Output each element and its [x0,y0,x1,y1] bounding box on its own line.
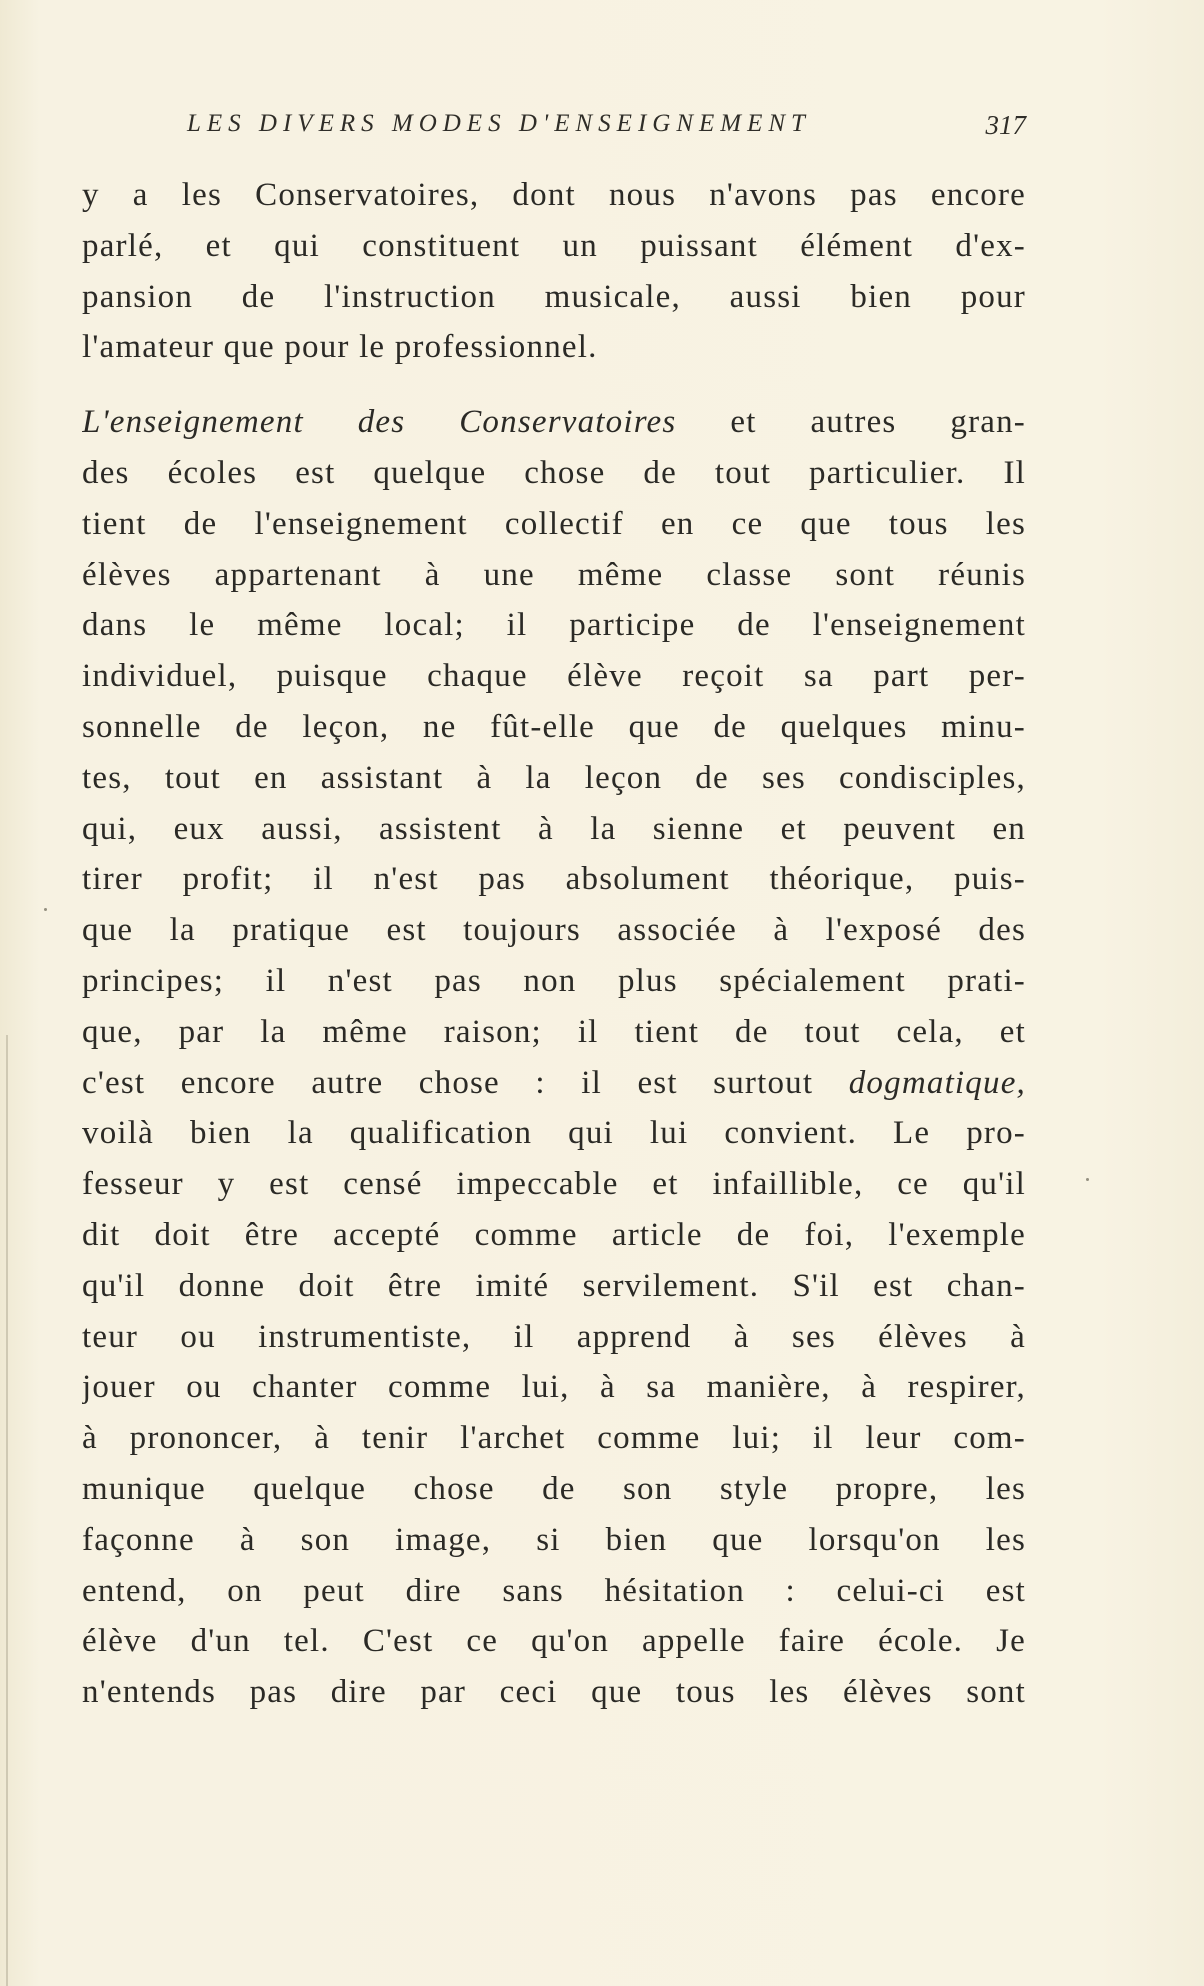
text-line: teur ou instrumentiste, il apprend à ses élèves à [82,1318,1026,1355]
body-text [82,170,1026,1718]
running-head [82,110,1026,150]
text-line: dans le même local; il participe de l'enseignement [82,607,1026,644]
text-line: que, par la même raison; il tient de tout cela, et [82,1013,1026,1050]
text-line: qui, eux aussi, assistent à la sienne et peuvent en [82,810,1026,847]
text-line: pansion de l'instruction musicale, aussi bien pour [82,278,1026,315]
text-line: tient de l'enseignement collectif en ce que tous les [82,505,1026,542]
text-line: l'amateur que pour le professionnel. [82,329,598,366]
text-line: principes; il n'est pas non plus spécialement prati- [82,962,1026,999]
paragraph-1 [82,170,1026,373]
text-line: qu'il donne doit être imité servilement. S'il est chan- [82,1267,1026,1304]
text-line: élève d'un tel. C'est ce qu'on appelle faire école. Je [82,1623,1026,1660]
text-line-lead [82,397,1026,448]
binding-edge [6,1035,8,1986]
page-number: 317 [985,110,1026,140]
text-line: façonne à son image, si bien que lorsqu'on les [82,1521,1026,1558]
ink-speck [44,908,47,911]
text-line: élèves appartenant à une même classe sont réunis [82,556,1026,593]
text-line: munique quelque chose de son style propre, les [82,1470,1026,1507]
text-line: voilà bien la qualification qui lui convient. Le pro- [82,1115,1026,1152]
text-line: tirer profit; il n'est pas absolument théorique, puis- [82,861,1026,898]
paragraph-gap [82,373,1026,397]
dog-line-text: c'est encore autre chose : il est surtout [82,1064,849,1101]
text-line: dit doit être accepté comme article de foi, l'exemple [82,1216,1026,1253]
italic-word: dogmatique, [848,1064,1026,1101]
text-line-dogmatique [82,1058,1026,1109]
text-line: que la pratique est toujours associée à l'exposé des [82,912,1026,949]
ink-speck [1086,1178,1089,1181]
text-line: parlé, et qui constituent un puissant élément d'ex- [82,227,1026,264]
text-line: n'entends pas dire par ceci que tous les élèves sont [82,1674,1026,1711]
text-line: jouer ou chanter comme lui, à sa manière, à respirer, [82,1369,1026,1406]
text-line: entend, on peut dire sans hésitation : celui-ci est [82,1572,1026,1609]
text-line: à prononcer, à tenir l'archet comme lui; il leur com- [82,1420,1026,1457]
text-line: y a les Conservatoires, dont nous n'avons pas encore [82,177,1026,213]
text-line: tes, tout en assistant à la leçon de ses condisciples, [82,759,1026,796]
paragraph-2 [82,397,1026,1718]
italic-phrase: L'enseignement des Conservatoires [82,404,677,441]
text-line: des écoles est quelque chose de tout particulier. Il [82,454,1026,491]
text-line: individuel, puisque chaque élève reçoit sa part per- [82,658,1026,695]
text-line: sonnelle de leçon, ne fût-elle que de quelques minu- [82,708,1026,745]
lead-rest: et autres gran- [676,404,1026,441]
text-line: fesseur y est censé impeccable et infaillible, ce qu'il [82,1166,1026,1203]
running-title: LES DIVERS MODES D'ENSEIGNEMENT [187,110,811,137]
